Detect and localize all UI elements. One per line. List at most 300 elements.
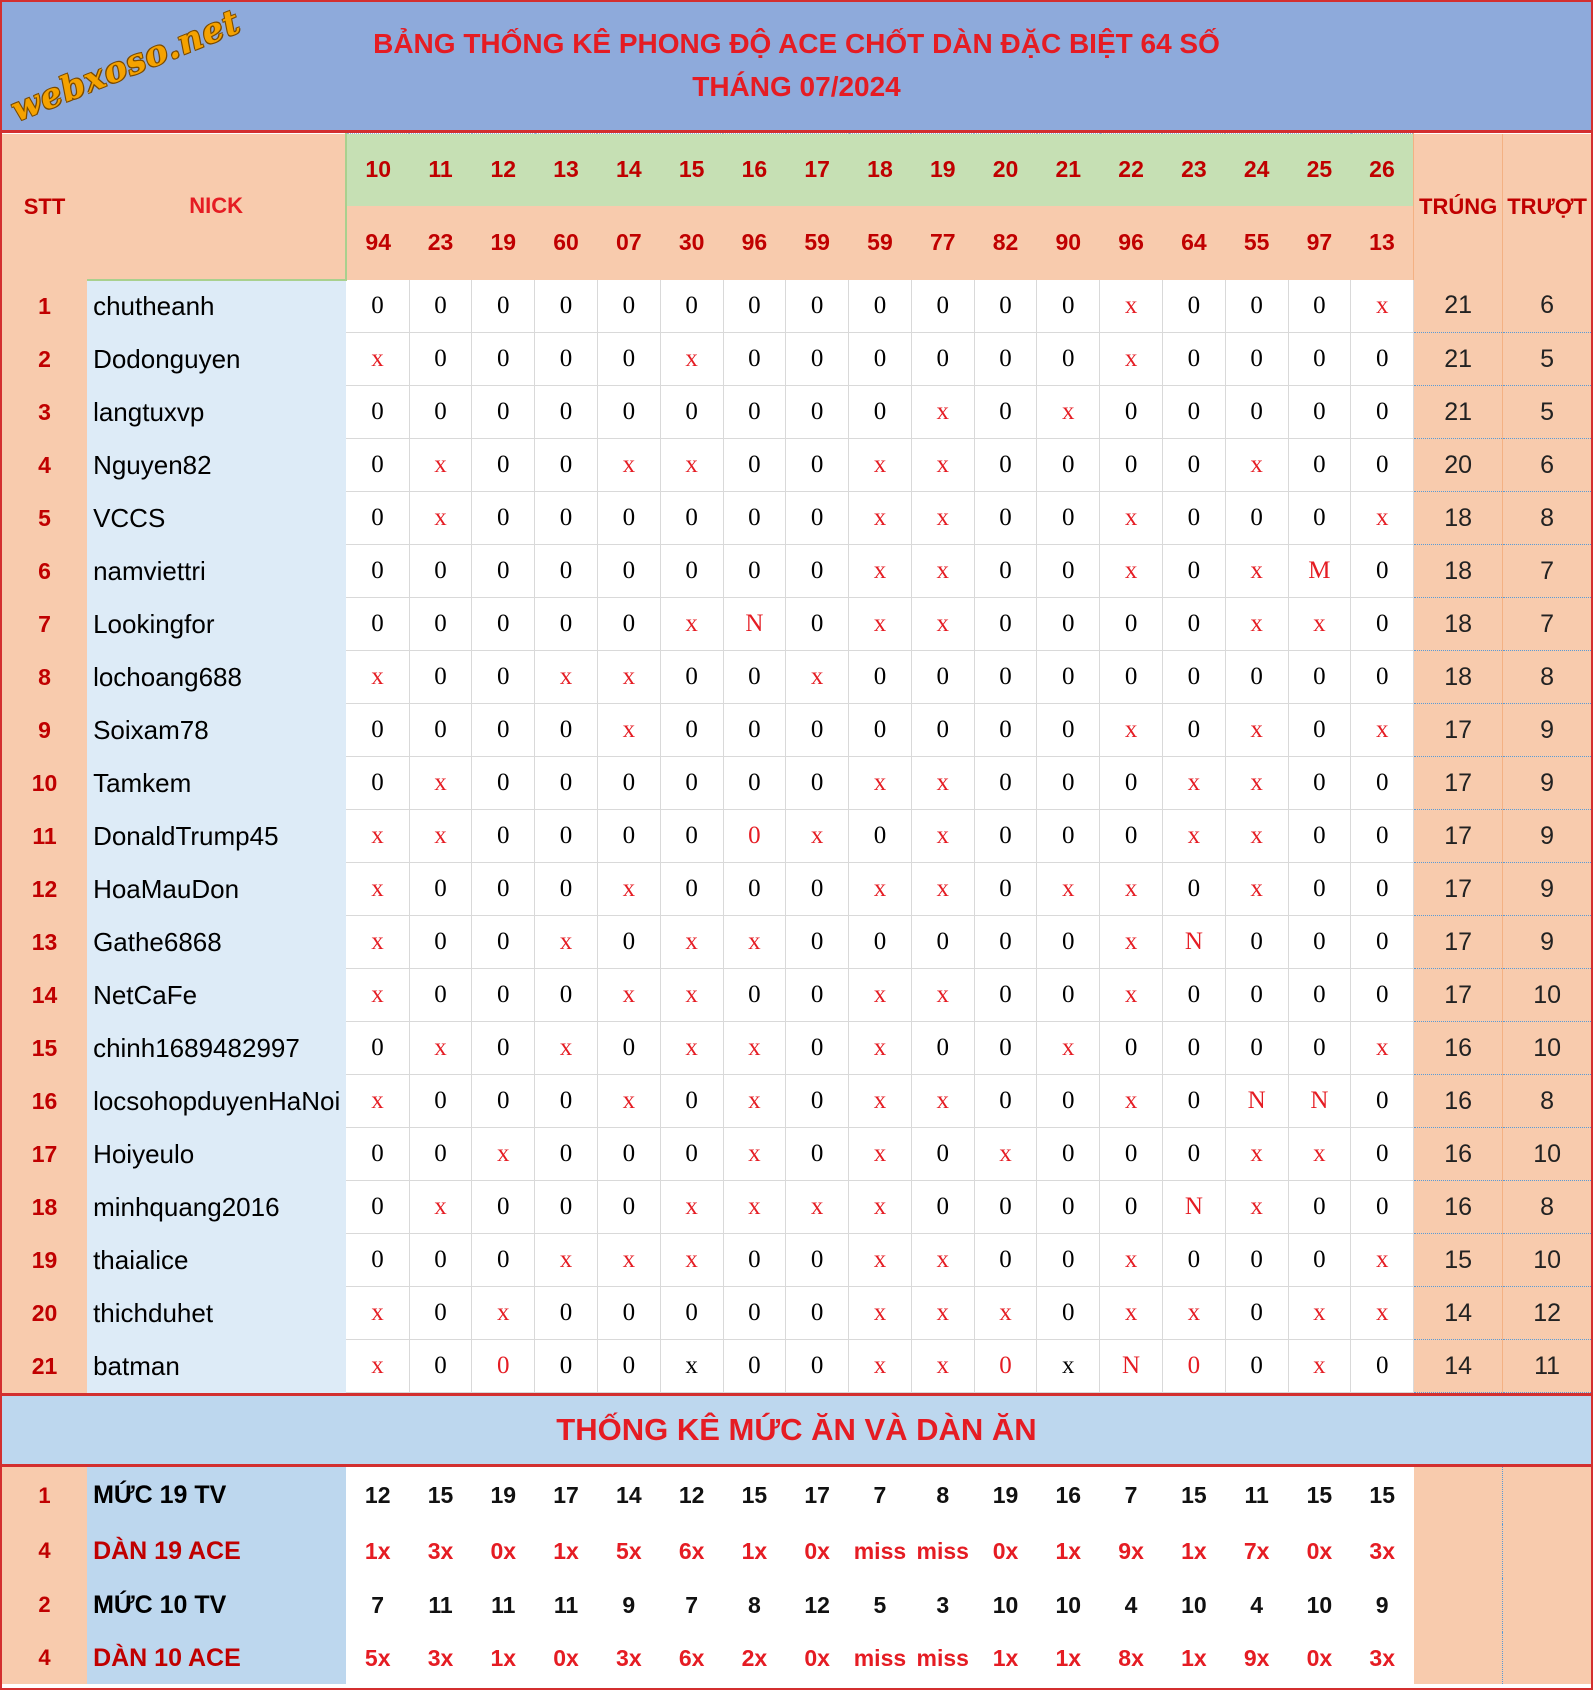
day-mark: 0 <box>1037 598 1100 651</box>
day-mark: 0 <box>1288 1181 1351 1234</box>
row-hits: 20 <box>1414 439 1503 492</box>
day-mark: 0 <box>535 1340 598 1393</box>
row-stt: 15 <box>2 1022 87 1075</box>
day-mark: x <box>346 1075 409 1128</box>
day-mark: 0 <box>849 280 912 333</box>
table-row <box>2 386 1591 439</box>
col-misses-header: TRƯỢT <box>1503 134 1591 280</box>
day-mark: x <box>1351 492 1414 545</box>
day-mark: 0 <box>1162 386 1225 439</box>
day-mark: 0 <box>1225 1287 1288 1340</box>
table-row <box>2 1340 1591 1393</box>
day-mark: 0 <box>974 492 1037 545</box>
summary-value: 17 <box>535 1467 598 1524</box>
day-mark: 0 <box>1288 439 1351 492</box>
row-misses: 9 <box>1503 863 1591 916</box>
day-mark: 0 <box>786 1128 849 1181</box>
row-misses: 8 <box>1503 1181 1591 1234</box>
summary-value: 15 <box>409 1467 472 1524</box>
day-mark: x <box>786 1181 849 1234</box>
summary-stt: 4 <box>2 1632 87 1684</box>
day-mark: 0 <box>974 386 1037 439</box>
row-nick: namviettri <box>87 545 346 598</box>
day-header: 15 <box>660 134 723 206</box>
performance-table <box>2 133 1591 1393</box>
day-mark: 0 <box>723 492 786 545</box>
day-mark: 0 <box>597 492 660 545</box>
day-mark: 0 <box>660 1075 723 1128</box>
day-mark: 0 <box>409 1234 472 1287</box>
table-row <box>2 1287 1591 1340</box>
day-mark: 0 <box>1037 1287 1100 1340</box>
day-mark: x <box>1225 757 1288 810</box>
day-mark: x <box>911 810 974 863</box>
day-mark: 0 <box>849 916 912 969</box>
day-mark: 0 <box>911 1022 974 1075</box>
summary-value: 5 <box>849 1578 912 1632</box>
day-mark: 0 <box>1162 280 1225 333</box>
table-row <box>2 916 1591 969</box>
day-mark: x <box>849 1181 912 1234</box>
row-nick: VCCS <box>87 492 346 545</box>
summary-value: 19 <box>974 1467 1037 1524</box>
day-mark: 0 <box>786 439 849 492</box>
row-nick: locsohopduyenHaNoi <box>87 1075 346 1128</box>
day-mark: 0 <box>1037 810 1100 863</box>
sheet-header <box>2 2 1591 133</box>
day-mark: 0 <box>1351 545 1414 598</box>
summary-table <box>2 1467 1591 1684</box>
summary-value: 0x <box>1288 1632 1351 1684</box>
day-header: 19 <box>911 134 974 206</box>
row-misses: 6 <box>1503 280 1591 333</box>
day-mark: x <box>1100 545 1163 598</box>
day-mark: 0 <box>1288 492 1351 545</box>
day-mark: 0 <box>1288 916 1351 969</box>
day-mark: x <box>1100 280 1163 333</box>
day-mark: 0 <box>723 651 786 704</box>
day-mark: 0 <box>535 810 598 863</box>
day-mark: 0 <box>409 1340 472 1393</box>
day-mark: x <box>535 916 598 969</box>
day-mark: x <box>911 1340 974 1393</box>
day-mark: 0 <box>535 1287 598 1340</box>
summary-side-cell <box>1414 1524 1503 1578</box>
row-hits: 17 <box>1414 810 1503 863</box>
day-mark: 0 <box>1162 545 1225 598</box>
day-mark: 0 <box>535 598 598 651</box>
day-mark: 0 <box>1351 598 1414 651</box>
day-mark: 0 <box>1162 333 1225 386</box>
row-stt: 21 <box>2 1340 87 1393</box>
day-mark: 0 <box>1100 598 1163 651</box>
row-stt: 14 <box>2 969 87 1022</box>
summary-value: 15 <box>1162 1467 1225 1524</box>
summary-label: MỨC 19 TV <box>87 1467 346 1524</box>
day-mark: M <box>1288 545 1351 598</box>
day-mark: 0 <box>409 1287 472 1340</box>
day-mark: 0 <box>1351 863 1414 916</box>
day-mark: x <box>849 439 912 492</box>
day-mark: 0 <box>1162 1075 1225 1128</box>
row-hits: 17 <box>1414 863 1503 916</box>
day-mark: x <box>849 1022 912 1075</box>
summary-value: 1x <box>346 1524 409 1578</box>
day-header: 26 <box>1351 134 1414 206</box>
day-mark: x <box>346 1287 409 1340</box>
day-mark: x <box>849 1287 912 1340</box>
row-misses: 9 <box>1503 704 1591 757</box>
day-mark: 0 <box>1351 333 1414 386</box>
row-hits: 16 <box>1414 1075 1503 1128</box>
day-mark: x <box>535 651 598 704</box>
day-mark: x <box>911 863 974 916</box>
day-mark: x <box>1225 863 1288 916</box>
day-mark: 0 <box>1351 1075 1414 1128</box>
day-mark: x <box>1162 810 1225 863</box>
day-mark: 0 <box>535 969 598 1022</box>
day-mark: x <box>974 1287 1037 1340</box>
day-mark: 0 <box>1351 1340 1414 1393</box>
row-misses: 7 <box>1503 545 1591 598</box>
day-mark: 0 <box>597 1287 660 1340</box>
day-header: 20 <box>974 134 1037 206</box>
day-mark: x <box>1100 916 1163 969</box>
day-mark: x <box>409 1181 472 1234</box>
day-mark: 0 <box>723 810 786 863</box>
day-mark: 0 <box>597 810 660 863</box>
summary-value: 7 <box>849 1467 912 1524</box>
summary-value: 7 <box>660 1578 723 1632</box>
row-misses: 8 <box>1503 1075 1591 1128</box>
day-mark: 0 <box>660 1128 723 1181</box>
row-misses: 10 <box>1503 1234 1591 1287</box>
day-mark: 0 <box>723 969 786 1022</box>
row-misses: 8 <box>1503 651 1591 704</box>
row-nick: Hoiyeulo <box>87 1128 346 1181</box>
day-mark: 0 <box>974 1075 1037 1128</box>
day-mark: 0 <box>974 1181 1037 1234</box>
day-mark: 0 <box>1351 810 1414 863</box>
day-mark: 0 <box>723 1340 786 1393</box>
row-hits: 15 <box>1414 1234 1503 1287</box>
day-mark: 0 <box>535 757 598 810</box>
day-mark: x <box>1351 280 1414 333</box>
summary-value: 0x <box>472 1524 535 1578</box>
summary-value: 7 <box>1100 1467 1163 1524</box>
day-mark: x <box>660 916 723 969</box>
row-stt: 6 <box>2 545 87 598</box>
row-nick: Nguyen82 <box>87 439 346 492</box>
summary-value: 0x <box>786 1632 849 1684</box>
day-mark: 0 <box>974 704 1037 757</box>
day-mark: 0 <box>535 333 598 386</box>
day-mark: x <box>911 439 974 492</box>
day-mark: 0 <box>1351 757 1414 810</box>
day-mark: x <box>786 651 849 704</box>
summary-label: DÀN 19 ACE <box>87 1524 346 1578</box>
summary-side-cell <box>1414 1578 1503 1632</box>
day-mark: 0 <box>535 1181 598 1234</box>
summary-value: 1x <box>974 1632 1037 1684</box>
day-mark: 0 <box>472 1075 535 1128</box>
day-mark: x <box>346 863 409 916</box>
day-mark: x <box>911 386 974 439</box>
day-mark: N <box>723 598 786 651</box>
day-mark: 0 <box>1162 1128 1225 1181</box>
day-mark: 0 <box>1351 386 1414 439</box>
day-mark: 0 <box>409 1128 472 1181</box>
day-mark: 0 <box>1162 969 1225 1022</box>
row-nick: Soixam78 <box>87 704 346 757</box>
summary-value: 15 <box>1288 1467 1351 1524</box>
day-mark: 0 <box>974 280 1037 333</box>
day-mark: 0 <box>535 863 598 916</box>
result-header: 60 <box>535 206 598 280</box>
summary-value: 11 <box>1225 1467 1288 1524</box>
result-header: 30 <box>660 206 723 280</box>
day-mark: 0 <box>346 704 409 757</box>
day-mark: 0 <box>786 333 849 386</box>
day-mark: 0 <box>974 863 1037 916</box>
day-mark: 0 <box>535 545 598 598</box>
day-mark: 0 <box>597 333 660 386</box>
summary-value: miss <box>849 1632 912 1684</box>
day-mark: x <box>472 1287 535 1340</box>
summary-value: 11 <box>472 1578 535 1632</box>
day-mark: x <box>1100 1287 1163 1340</box>
day-mark: 0 <box>1037 1234 1100 1287</box>
summary-value: 9x <box>1225 1632 1288 1684</box>
day-mark: 0 <box>660 651 723 704</box>
day-mark: 0 <box>660 757 723 810</box>
day-header: 25 <box>1288 134 1351 206</box>
day-mark: 0 <box>1037 651 1100 704</box>
day-mark: 0 <box>1225 1022 1288 1075</box>
summary-value: 3x <box>409 1632 472 1684</box>
day-mark: 0 <box>1037 757 1100 810</box>
day-mark: 0 <box>974 333 1037 386</box>
row-hits: 18 <box>1414 492 1503 545</box>
day-mark: 0 <box>409 704 472 757</box>
result-header: 94 <box>346 206 409 280</box>
day-mark: 0 <box>974 969 1037 1022</box>
row-nick: DonaldTrump45 <box>87 810 346 863</box>
row-hits: 17 <box>1414 704 1503 757</box>
day-mark: 0 <box>911 333 974 386</box>
day-mark: 0 <box>597 1022 660 1075</box>
result-header: 90 <box>1037 206 1100 280</box>
row-hits: 21 <box>1414 333 1503 386</box>
day-mark: x <box>1288 1287 1351 1340</box>
day-mark: x <box>1225 1128 1288 1181</box>
row-stt: 5 <box>2 492 87 545</box>
day-mark: x <box>1037 386 1100 439</box>
result-header: 19 <box>472 206 535 280</box>
day-mark: x <box>723 1075 786 1128</box>
day-mark: 0 <box>786 916 849 969</box>
day-mark: 0 <box>1288 969 1351 1022</box>
day-mark: 0 <box>409 280 472 333</box>
day-mark: 0 <box>472 492 535 545</box>
day-mark: x <box>660 1022 723 1075</box>
day-mark: 0 <box>660 386 723 439</box>
result-header: 96 <box>723 206 786 280</box>
day-mark: x <box>660 1340 723 1393</box>
row-stt: 3 <box>2 386 87 439</box>
day-header: 13 <box>535 134 598 206</box>
day-mark: x <box>409 439 472 492</box>
day-mark: 0 <box>346 1022 409 1075</box>
day-mark: x <box>786 810 849 863</box>
row-nick: HoaMauDon <box>87 863 346 916</box>
row-stt: 13 <box>2 916 87 969</box>
day-mark: x <box>849 1128 912 1181</box>
day-mark: 0 <box>1037 333 1100 386</box>
day-mark: 0 <box>660 704 723 757</box>
day-mark: x <box>723 1128 786 1181</box>
day-mark: x <box>597 439 660 492</box>
day-mark: 0 <box>786 1075 849 1128</box>
table-row <box>2 1128 1591 1181</box>
day-mark: 0 <box>1100 1181 1163 1234</box>
summary-value: miss <box>911 1524 974 1578</box>
day-mark: 0 <box>1162 651 1225 704</box>
day-mark: 0 <box>1288 333 1351 386</box>
day-mark: 0 <box>346 757 409 810</box>
row-hits: 18 <box>1414 598 1503 651</box>
summary-value: 3x <box>1351 1632 1414 1684</box>
day-mark: x <box>911 492 974 545</box>
row-nick: Gathe6868 <box>87 916 346 969</box>
day-mark: 0 <box>1351 916 1414 969</box>
day-mark: x <box>1225 545 1288 598</box>
day-mark: 0 <box>472 863 535 916</box>
row-hits: 21 <box>1414 386 1503 439</box>
result-header: 82 <box>974 206 1037 280</box>
day-mark: 0 <box>1288 757 1351 810</box>
day-mark: 0 <box>1288 810 1351 863</box>
day-mark: 0 <box>472 916 535 969</box>
day-mark: x <box>597 704 660 757</box>
day-mark: 0 <box>472 651 535 704</box>
row-hits: 16 <box>1414 1181 1503 1234</box>
day-header: 18 <box>849 134 912 206</box>
day-mark: 0 <box>1351 1181 1414 1234</box>
table-row <box>2 757 1591 810</box>
day-mark: 0 <box>974 651 1037 704</box>
day-mark: x <box>597 651 660 704</box>
row-hits: 18 <box>1414 651 1503 704</box>
day-mark: 0 <box>346 492 409 545</box>
day-mark: 0 <box>1100 1128 1163 1181</box>
day-mark: 0 <box>1037 969 1100 1022</box>
row-misses: 9 <box>1503 757 1591 810</box>
day-mark: 0 <box>786 1287 849 1340</box>
row-stt: 12 <box>2 863 87 916</box>
day-mark: 0 <box>409 545 472 598</box>
table-row <box>2 545 1591 598</box>
day-mark: 0 <box>535 492 598 545</box>
day-mark: 0 <box>597 545 660 598</box>
day-mark: 0 <box>346 439 409 492</box>
result-header: 77 <box>911 206 974 280</box>
day-mark: 0 <box>723 1287 786 1340</box>
day-mark: x <box>1288 1340 1351 1393</box>
day-mark: x <box>597 863 660 916</box>
day-mark: 0 <box>1100 1022 1163 1075</box>
day-mark: x <box>911 1075 974 1128</box>
day-header: 23 <box>1162 134 1225 206</box>
table-row <box>2 598 1591 651</box>
day-mark: 0 <box>1037 704 1100 757</box>
row-stt: 2 <box>2 333 87 386</box>
day-mark: x <box>1288 1128 1351 1181</box>
day-mark: x <box>409 1022 472 1075</box>
summary-value: 2x <box>723 1632 786 1684</box>
day-mark: 0 <box>723 545 786 598</box>
title-line-1: BẢNG THỐNG KÊ PHONG ĐỘ ACE CHỐT DÀN ĐẶC BIỆT 64 SỐ <box>373 28 1220 59</box>
row-nick: NetCaFe <box>87 969 346 1022</box>
summary-value: 9 <box>597 1578 660 1632</box>
day-mark: 0 <box>660 492 723 545</box>
day-mark: 0 <box>597 1128 660 1181</box>
row-misses: 11 <box>1503 1340 1591 1393</box>
row-stt: 20 <box>2 1287 87 1340</box>
day-mark: 0 <box>786 545 849 598</box>
summary-value: 1x <box>1037 1524 1100 1578</box>
day-mark: 0 <box>974 757 1037 810</box>
day-mark: 0 <box>1162 1022 1225 1075</box>
day-mark: x <box>849 1234 912 1287</box>
row-hits: 18 <box>1414 545 1503 598</box>
day-mark: 0 <box>409 916 472 969</box>
summary-side-cell <box>1503 1467 1591 1524</box>
day-mark: x <box>1037 863 1100 916</box>
summary-value: 3x <box>1351 1524 1414 1578</box>
day-mark: 0 <box>1162 492 1225 545</box>
day-header: 14 <box>597 134 660 206</box>
day-mark: 0 <box>1100 757 1163 810</box>
summary-value: 1x <box>1037 1632 1100 1684</box>
result-header: 64 <box>1162 206 1225 280</box>
row-misses: 5 <box>1503 386 1591 439</box>
day-mark: 0 <box>1162 863 1225 916</box>
day-mark: 0 <box>1225 916 1288 969</box>
day-mark: 0 <box>472 1234 535 1287</box>
day-mark: 0 <box>660 863 723 916</box>
result-header: 07 <box>597 206 660 280</box>
day-mark: N <box>1100 1340 1163 1393</box>
day-mark: 0 <box>472 545 535 598</box>
col-nick-header: NICK <box>87 134 346 280</box>
day-mark: 0 <box>974 1234 1037 1287</box>
summary-value: 1x <box>723 1524 786 1578</box>
table-body <box>2 280 1591 1393</box>
day-mark: 0 <box>911 916 974 969</box>
day-mark: x <box>1351 1287 1414 1340</box>
day-mark: x <box>849 969 912 1022</box>
day-mark: 0 <box>346 545 409 598</box>
day-mark: 0 <box>1225 386 1288 439</box>
day-mark: 0 <box>346 1128 409 1181</box>
result-header: 59 <box>849 206 912 280</box>
summary-stt: 1 <box>2 1467 87 1524</box>
summary-label: DÀN 10 ACE <box>87 1632 346 1684</box>
row-misses: 5 <box>1503 333 1591 386</box>
row-stt: 9 <box>2 704 87 757</box>
summary-side-cell <box>1503 1578 1591 1632</box>
